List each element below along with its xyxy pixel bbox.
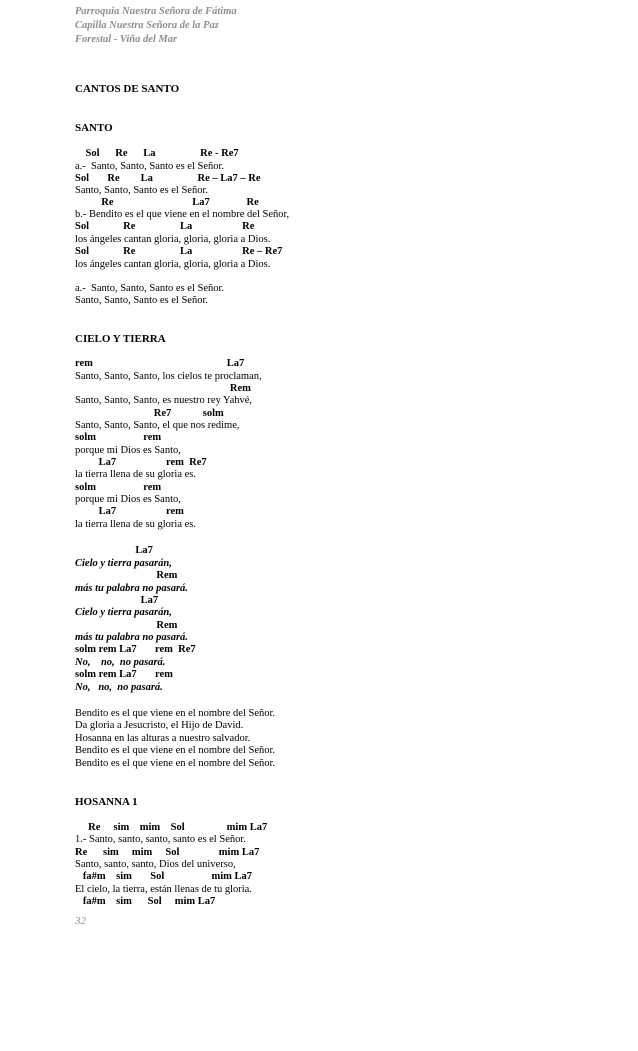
lyric-line: Santo, Santo, Santo, es nuestro rey Yahvé, [75,395,253,406]
lyric-line: a.- Santo, Santo, Santo es el Señor. [75,283,225,294]
chord-line: rem La7 [75,358,245,369]
lyric-line: Hosanna en las alturas a nuestro salvador. [75,733,251,744]
chorus-line: Cielo y tierra pasarán, [75,607,172,618]
song-title: HOSANNA 1 [75,796,138,808]
lyric-line: Santo, Santo, Santo, el que nos redime, [75,420,240,431]
lyric-line: Santo, Santo, Santo es el Señor. [75,185,208,196]
chord-line: Rem [75,383,251,394]
chord-line: La7 [75,595,159,606]
lyric-line: El cielo, la tierra, están llenas de tu gloria. [75,884,252,895]
lyric-line: 1.- Santo, santo, santo, santo es el Señor. [75,834,246,845]
chord-line: Sol Re La Re – La7 – Re [75,173,261,184]
chord-line: Re sim mim Sol mim La7 [75,822,268,833]
chorus-line: No, no, no pasará. [75,657,166,668]
lyric-line: Da gloria a Jesucristo, el Hijo de David. [75,720,244,731]
chord-line: solm rem La7 rem [75,669,173,680]
chord-line: Re7 solm [75,408,224,419]
chord-line: Rem [75,570,178,581]
chord-line: solm rem [75,432,162,443]
chorus-line: Cielo y tierra pasarán, [75,558,172,569]
lyric-line: Santo, santo, santo, Dios del universo, [75,859,236,870]
chord-line: Sol Re La Re [75,221,255,232]
chorus-line: más tu palabra no pasará. [75,632,188,643]
chorus-line: más tu palabra no pasará. [75,583,188,594]
chord-line: Sol Re La Re - Re7 [75,148,239,159]
chorus-line: No, no, no pasará. [75,682,163,693]
header-location: Forestal - Viña del Mar [75,34,178,45]
lyric-line: la tierra llena de su gloria es. [75,469,196,480]
chord-line: solm rem La7 rem Re7 [75,644,196,655]
chord-line: solm rem [75,482,162,493]
lyric-line: Santo, Santo, Santo, los cielos te proclaman, [75,371,262,382]
lyric-line: a.- Santo, Santo, Santo es el Señor. [75,161,225,172]
chord-line: fa#m sim Sol mim La7 [75,896,216,907]
lyric-line: Bendito es el que viene en el nombre del Señor. [75,758,276,769]
chord-line: La7 rem Re7 [75,457,207,468]
lyric-line: Santo, Santo, Santo es el Señor. [75,295,208,306]
lyric-line: b.- Bendito es el que viene en el nombre del Señor, [75,209,290,220]
song-title: CIELO Y TIERRA [75,333,166,345]
header-parish: Parroquia Nuestra Señora de Fátima [75,6,237,17]
chord-line: fa#m sim Sol mim La7 [75,871,253,882]
lyric-line: la tierra llena de su gloria es. [75,519,196,530]
chord-line: Rem [75,620,178,631]
song-title: SANTO [75,122,113,134]
lyric-line: porque mi Dios es Santo, [75,494,181,505]
section-title: CANTOS DE SANTO [75,83,180,95]
chord-line: Sol Re La Re – Re7 [75,246,283,257]
lyric-line: Bendito es el que viene en el nombre del Señor. [75,708,276,719]
lyric-line: Bendito es el que viene en el nombre del Señor. [75,745,276,756]
chord-line: Re La7 Re [75,197,259,208]
chord-line: La7 [75,545,153,556]
lyric-line: porque mi Dios es Santo, [75,445,181,456]
header-chapel: Capilla Nuestra Señora de la Paz [75,20,219,31]
lyric-line: los ángeles cantan gloria, gloria, gloria a Dios. [75,259,271,270]
chord-line: Re sim mim Sol mim La7 [75,847,260,858]
page-number: 32 [75,915,86,927]
lyric-line: los ángeles cantan gloria, gloria, gloria a Dios. [75,234,271,245]
chord-line: La7 rem [75,506,184,517]
